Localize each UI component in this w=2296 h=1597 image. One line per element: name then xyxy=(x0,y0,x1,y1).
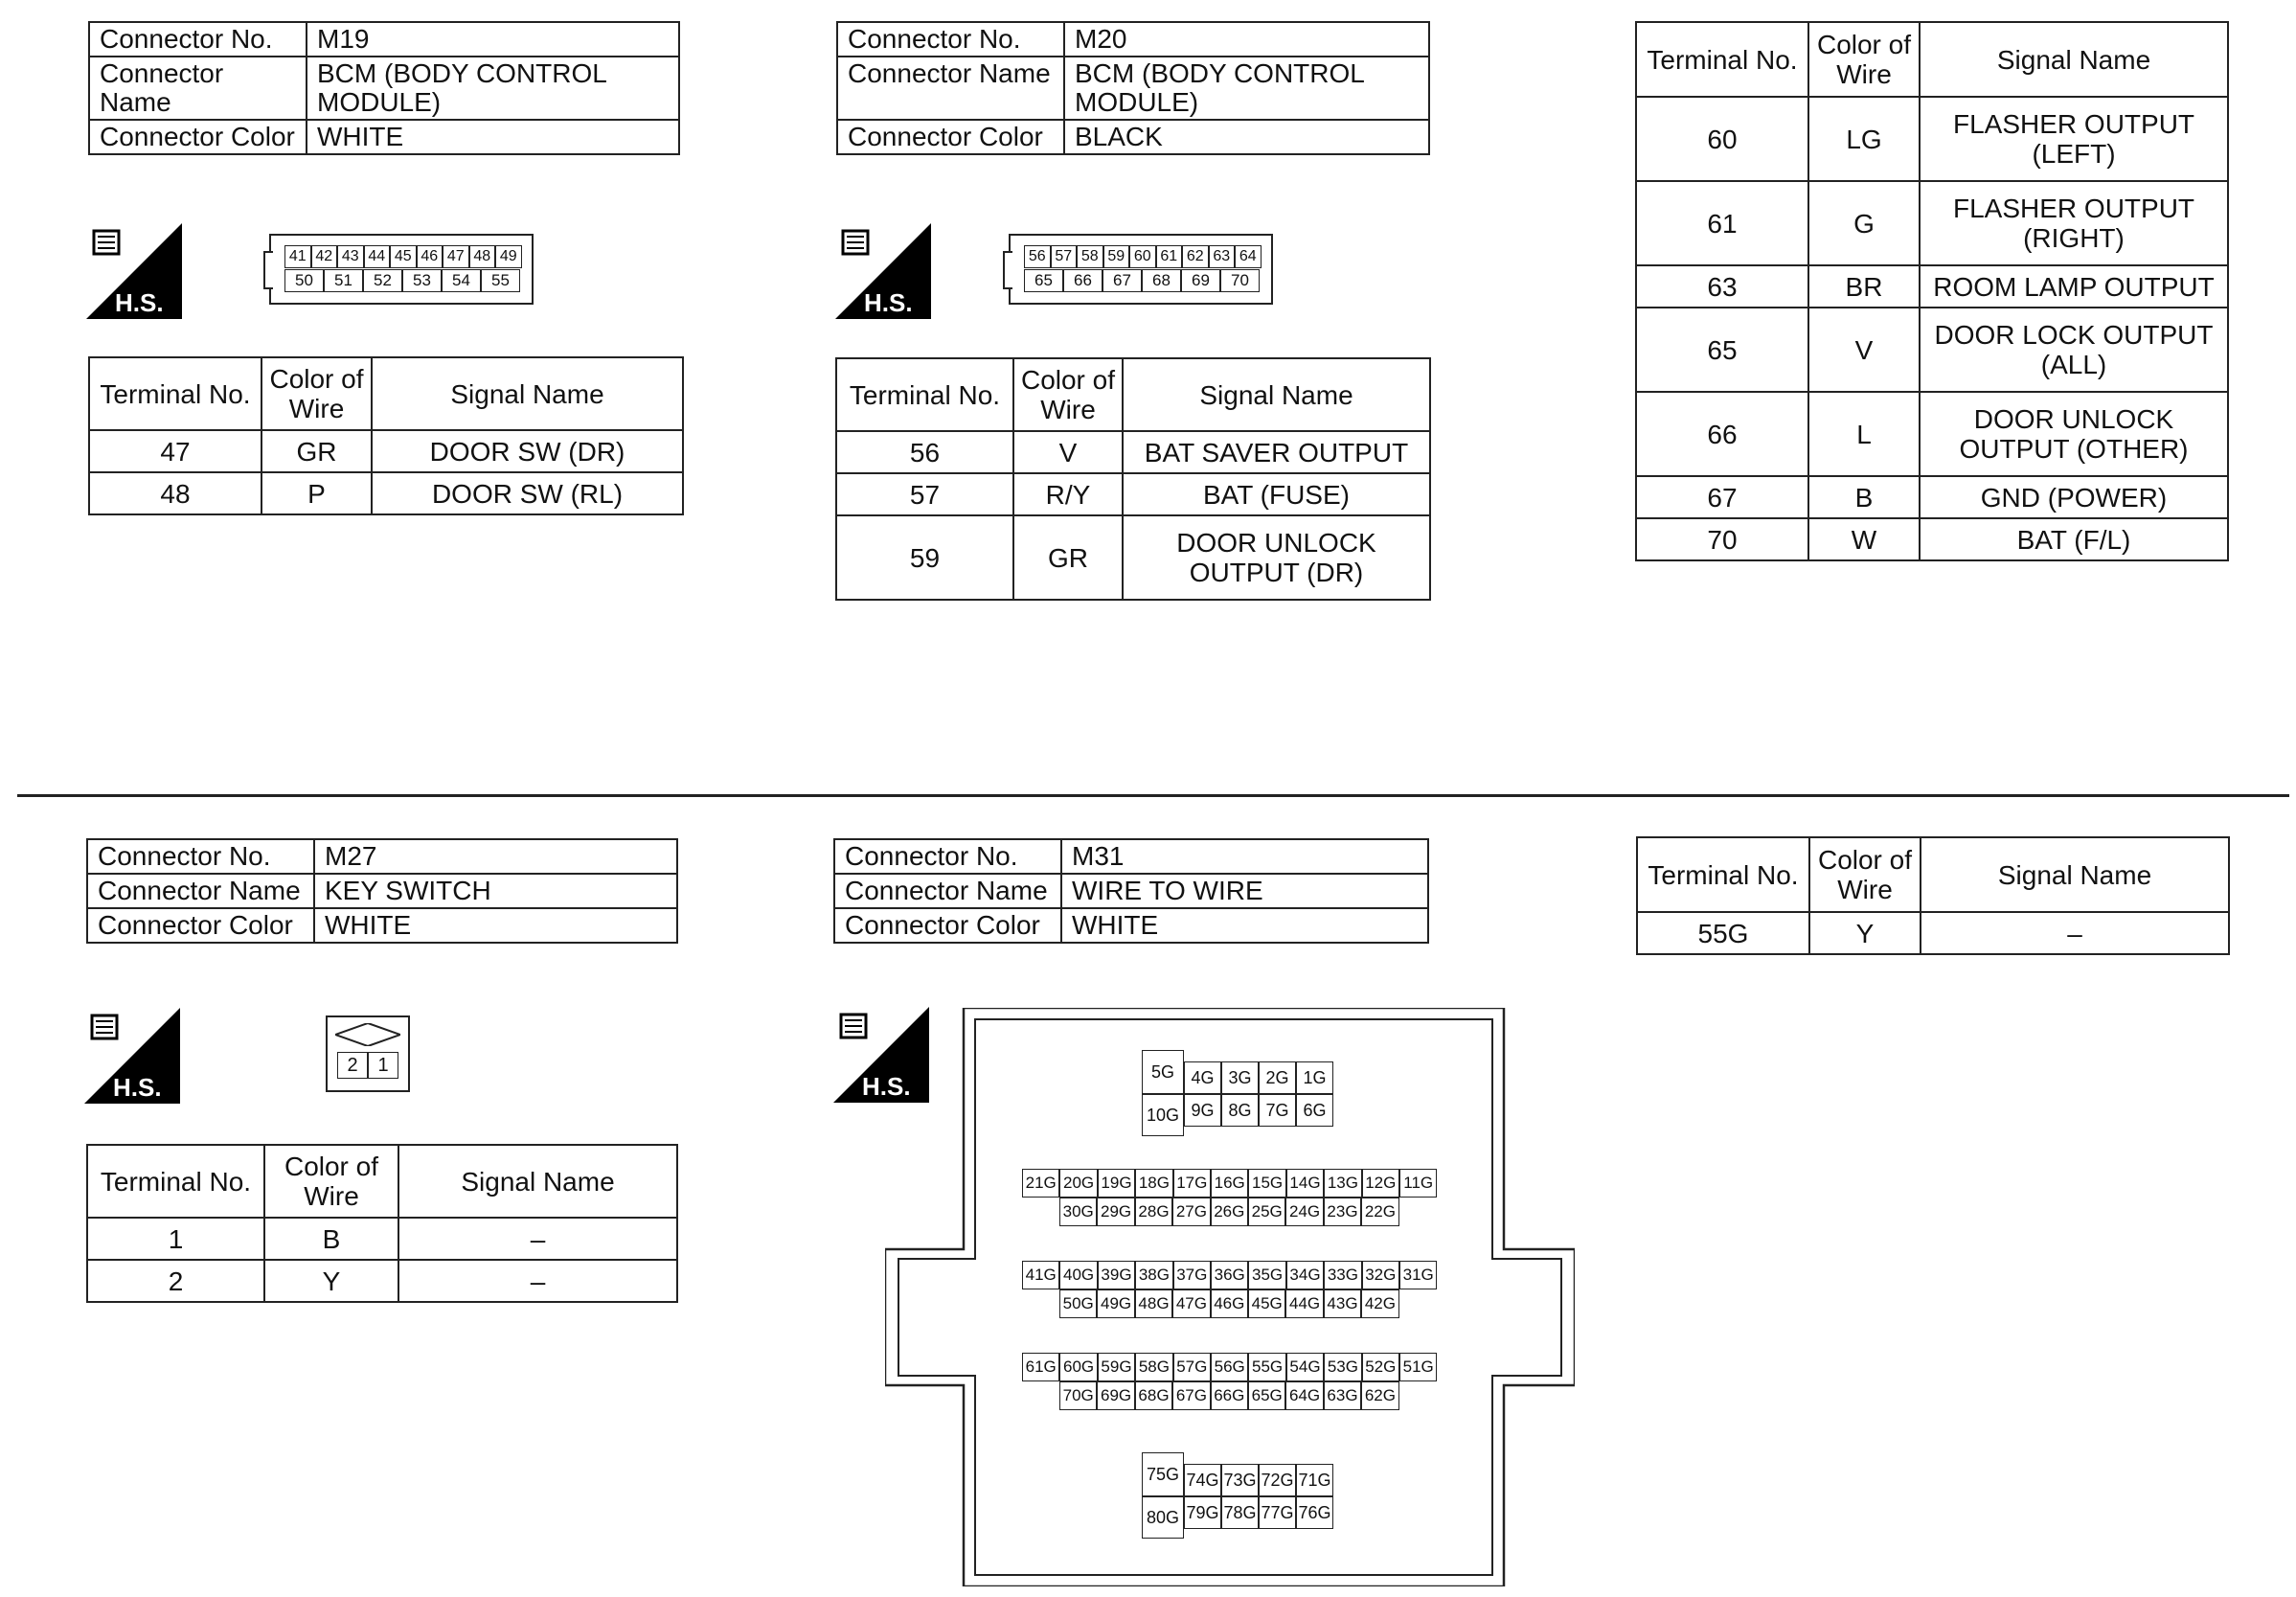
svg-text:H.S.: H.S. xyxy=(864,288,913,317)
wire-color: Y xyxy=(1809,912,1921,954)
connector-pin: 41G xyxy=(1022,1261,1059,1289)
connector-pin: 4G xyxy=(1184,1061,1221,1094)
signal-name: GND (POWER) xyxy=(1920,476,2228,518)
connector-pin: 74G xyxy=(1184,1464,1221,1496)
connector-pin: 76G xyxy=(1296,1496,1333,1529)
wire-color: LG xyxy=(1808,97,1920,181)
m20-name: BCM (BODY CONTROL MODULE) xyxy=(1064,57,1429,120)
label-connector-color: Connector Color xyxy=(89,120,307,154)
m31-connector-info xyxy=(833,838,1429,944)
connector-pin: 48 xyxy=(469,245,496,268)
m20-terminal-table-continued xyxy=(1635,21,2229,561)
connector-pin: 66G xyxy=(1211,1381,1248,1410)
connector-pin: 78G xyxy=(1221,1496,1259,1529)
connector-pin: 46G xyxy=(1211,1289,1248,1318)
connector-pin: 55 xyxy=(481,269,520,292)
connector-pin: 38G xyxy=(1135,1261,1172,1289)
header-color-of-wire: Color of Wire xyxy=(261,357,372,430)
connector-pin: 10G xyxy=(1142,1094,1184,1136)
label-connector-no: Connector No. xyxy=(89,22,307,57)
signal-name: BAT (FUSE) xyxy=(1123,473,1430,515)
connector-pin: 47 xyxy=(443,245,469,268)
table-row: 48 xyxy=(89,472,261,514)
signal-name: DOOR LOCK OUTPUT (ALL) xyxy=(1920,308,2228,392)
connector-pin: 39G xyxy=(1098,1261,1135,1289)
connector-pin: 52G xyxy=(1362,1353,1399,1381)
connector-pin: 50 xyxy=(284,269,324,292)
header-signal-name: Signal Name xyxy=(398,1145,677,1218)
connector-pin: 44 xyxy=(364,245,391,268)
connector-pin: 61 xyxy=(1156,245,1183,268)
section-divider xyxy=(17,794,2289,797)
header-terminal-no: Terminal No. xyxy=(89,357,261,430)
signal-name: BAT (F/L) xyxy=(1920,518,2228,560)
label-connector-name: Connector Name xyxy=(87,874,314,908)
signal-name: – xyxy=(398,1260,677,1302)
connector-pin: 43G xyxy=(1324,1289,1361,1318)
svg-text:H.S.: H.S. xyxy=(862,1072,911,1101)
connector-pin: 60 xyxy=(1129,245,1156,268)
connector-pin: 23G xyxy=(1324,1198,1361,1226)
m31-no: M31 xyxy=(1061,839,1428,874)
harness-side-icon xyxy=(84,1008,180,1104)
wire-color: V xyxy=(1013,431,1123,473)
harness-side-icon xyxy=(86,223,182,319)
wire-color: G xyxy=(1808,181,1920,265)
header-terminal-no: Terminal No. xyxy=(1636,22,1808,97)
connector-pin: 57G xyxy=(1173,1353,1211,1381)
connector-pin: 79G xyxy=(1184,1496,1221,1529)
signal-name: DOOR SW (DR) xyxy=(372,430,683,472)
signal-name: – xyxy=(398,1218,677,1260)
connector-pin: 8G xyxy=(1221,1094,1259,1127)
connector-pin: 56G xyxy=(1211,1353,1248,1381)
connector-pin: 17G xyxy=(1173,1169,1211,1198)
label-connector-no: Connector No. xyxy=(837,22,1064,57)
connector-pin: 62G xyxy=(1361,1381,1398,1410)
m19-pin-diagram xyxy=(263,234,535,305)
connector-pin: 35G xyxy=(1248,1261,1285,1289)
connector-pin: 32G xyxy=(1362,1261,1399,1289)
wire-color: B xyxy=(1808,476,1920,518)
connector-pin: 22G xyxy=(1361,1198,1398,1226)
connector-pin: 54 xyxy=(442,269,481,292)
m31-name: WIRE TO WIRE xyxy=(1061,874,1428,908)
signal-name: BAT SAVER OUTPUT xyxy=(1123,431,1430,473)
wire-color: W xyxy=(1808,518,1920,560)
wire-color: GR xyxy=(261,430,372,472)
m20-connector-info xyxy=(836,21,1430,155)
connector-pin: 15G xyxy=(1248,1169,1285,1198)
wire-color: B xyxy=(264,1218,398,1260)
signal-name: FLASHER OUTPUT (LEFT) xyxy=(1920,97,2228,181)
connector-pin: 69 xyxy=(1181,269,1220,292)
connector-pin: 47G xyxy=(1172,1289,1210,1318)
connector-pin: 75G xyxy=(1142,1452,1184,1496)
connector-pin: 64 xyxy=(1235,245,1262,268)
connector-pin: 19G xyxy=(1098,1169,1135,1198)
connector-pin: 55G xyxy=(1248,1353,1285,1381)
m19-no: M19 xyxy=(307,22,679,57)
connector-pin: 65 xyxy=(1024,269,1063,292)
connector-pin: 70 xyxy=(1220,269,1260,292)
connector-pin: 9G xyxy=(1184,1094,1221,1127)
signal-name: FLASHER OUTPUT (RIGHT) xyxy=(1920,181,2228,265)
label-connector-color: Connector Color xyxy=(87,908,314,943)
connector-pin: 51G xyxy=(1399,1353,1437,1381)
connector-pin: 28G xyxy=(1135,1198,1172,1226)
connector-pin: 52 xyxy=(363,269,402,292)
connector-pin: 68 xyxy=(1142,269,1181,292)
m27-no: M27 xyxy=(314,839,677,874)
connector-pin: 46 xyxy=(417,245,443,268)
harness-side-icon xyxy=(835,223,931,319)
table-row: 59 xyxy=(836,515,1013,600)
m27-pin-diagram xyxy=(326,1015,410,1092)
m20-color: BLACK xyxy=(1064,120,1429,154)
connector-pin: 69G xyxy=(1097,1381,1134,1410)
m19-connector-info xyxy=(88,21,680,155)
connector-pin: 42 xyxy=(311,245,338,268)
connector-pin: 53 xyxy=(402,269,442,292)
header-color-of-wire: Color of Wire xyxy=(264,1145,398,1218)
m27-terminal-table xyxy=(86,1144,678,1303)
header-color-of-wire: Color of Wire xyxy=(1013,358,1123,431)
table-row: 60 xyxy=(1636,97,1808,181)
wire-color: GR xyxy=(1013,515,1123,600)
connector-pin: 3G xyxy=(1221,1061,1259,1094)
connector-pin: 29G xyxy=(1097,1198,1134,1226)
svg-text:H.S.: H.S. xyxy=(113,1073,162,1102)
signal-name: DOOR UNLOCK OUTPUT (OTHER) xyxy=(1920,392,2228,476)
m27-color: WHITE xyxy=(314,908,677,943)
connector-pin: 30G xyxy=(1059,1198,1097,1226)
connector-pin: 49 xyxy=(495,245,522,268)
connector-pin: 71G xyxy=(1296,1464,1333,1496)
table-row: 67 xyxy=(1636,476,1808,518)
connector-pin: 64G xyxy=(1285,1381,1323,1410)
connector-pin: 48G xyxy=(1135,1289,1172,1318)
m19-name: BCM (BODY CONTROL MODULE) xyxy=(307,57,679,120)
connector-pin: 12G xyxy=(1362,1169,1399,1198)
connector-pin: 63 xyxy=(1209,245,1236,268)
table-row: 66 xyxy=(1636,392,1808,476)
connector-pin: 16G xyxy=(1211,1169,1248,1198)
label-connector-no: Connector No. xyxy=(87,839,314,874)
m31-pin-diagram xyxy=(885,1008,1575,1586)
label-connector-color: Connector Color xyxy=(834,908,1061,943)
signal-name: ROOM LAMP OUTPUT xyxy=(1920,265,2228,308)
connector-pin: 77G xyxy=(1259,1496,1296,1529)
table-row: 57 xyxy=(836,473,1013,515)
connector-pin: 7G xyxy=(1259,1094,1296,1127)
connector-pin: 61G xyxy=(1022,1353,1059,1381)
header-signal-name: Signal Name xyxy=(1123,358,1430,431)
connector-pin: 21G xyxy=(1022,1169,1059,1198)
connector-pin: 36G xyxy=(1211,1261,1248,1289)
label-connector-name: Connector Name xyxy=(89,57,307,120)
connector-pin: 34G xyxy=(1286,1261,1324,1289)
signal-name: DOOR UNLOCK OUTPUT (DR) xyxy=(1123,515,1430,600)
connector-pin: 80G xyxy=(1142,1496,1184,1539)
table-row: 1 xyxy=(87,1218,264,1260)
table-row: 70 xyxy=(1636,518,1808,560)
wire-color: L xyxy=(1808,392,1920,476)
m27-name: KEY SWITCH xyxy=(314,874,677,908)
table-row: 63 xyxy=(1636,265,1808,308)
connector-pin: 27G xyxy=(1172,1198,1210,1226)
connector-pin: 51 xyxy=(324,269,363,292)
m27-pin: 1 xyxy=(368,1052,398,1079)
connector-pin: 40G xyxy=(1059,1261,1097,1289)
connector-pin: 72G xyxy=(1259,1464,1296,1496)
connector-pin: 68G xyxy=(1135,1381,1172,1410)
connector-pin: 67 xyxy=(1103,269,1142,292)
connector-pin: 56 xyxy=(1024,245,1051,268)
connector-pin: 31G xyxy=(1399,1261,1437,1289)
header-terminal-no: Terminal No. xyxy=(87,1145,264,1218)
header-terminal-no: Terminal No. xyxy=(836,358,1013,431)
header-color-of-wire: Color of Wire xyxy=(1808,22,1920,97)
wire-color: V xyxy=(1808,308,1920,392)
connector-pin: 63G xyxy=(1324,1381,1361,1410)
connector-pin: 66 xyxy=(1063,269,1103,292)
header-signal-name: Signal Name xyxy=(1921,837,2229,912)
connector-pin: 43 xyxy=(337,245,364,268)
m27-pin: 2 xyxy=(337,1052,368,1079)
m31-terminal-table xyxy=(1636,836,2230,955)
m19-terminal-table xyxy=(88,356,684,515)
connector-pin: 59G xyxy=(1098,1353,1135,1381)
connector-pin: 2G xyxy=(1259,1061,1296,1094)
m31-color: WHITE xyxy=(1061,908,1428,943)
m20-terminal-table xyxy=(835,357,1431,601)
connector-pin: 57 xyxy=(1051,245,1078,268)
header-signal-name: Signal Name xyxy=(1920,22,2228,97)
header-color-of-wire: Color of Wire xyxy=(1809,837,1921,912)
label-connector-name: Connector Name xyxy=(834,874,1061,908)
table-row: 2 xyxy=(87,1260,264,1302)
svg-text:H.S.: H.S. xyxy=(115,288,164,317)
signal-name: DOOR SW (RL) xyxy=(372,472,683,514)
wire-color: Y xyxy=(264,1260,398,1302)
connector-pin: 5G xyxy=(1142,1050,1184,1094)
table-row: 61 xyxy=(1636,181,1808,265)
table-row: 47 xyxy=(89,430,261,472)
header-terminal-no: Terminal No. xyxy=(1637,837,1809,912)
wire-color: R/Y xyxy=(1013,473,1123,515)
connector-pin: 67G xyxy=(1172,1381,1210,1410)
connector-pin: 54G xyxy=(1286,1353,1324,1381)
table-row: 55G xyxy=(1637,912,1809,954)
connector-pin: 45 xyxy=(390,245,417,268)
m27-connector-info xyxy=(86,838,678,944)
m20-no: M20 xyxy=(1064,22,1429,57)
connector-pin: 18G xyxy=(1135,1169,1172,1198)
connector-pin: 6G xyxy=(1296,1094,1333,1127)
connector-pin: 20G xyxy=(1059,1169,1097,1198)
label-connector-name: Connector Name xyxy=(837,57,1064,120)
table-row: 65 xyxy=(1636,308,1808,392)
connector-pin: 13G xyxy=(1324,1169,1361,1198)
connector-pin: 58G xyxy=(1135,1353,1172,1381)
connector-pin: 65G xyxy=(1248,1381,1285,1410)
connector-pin: 26G xyxy=(1211,1198,1248,1226)
connector-pin: 58 xyxy=(1077,245,1103,268)
connector-pin: 73G xyxy=(1221,1464,1259,1496)
connector-pin: 24G xyxy=(1285,1198,1323,1226)
signal-name: – xyxy=(1921,912,2229,954)
table-row: 56 xyxy=(836,431,1013,473)
connector-pin: 37G xyxy=(1173,1261,1211,1289)
connector-pin: 33G xyxy=(1324,1261,1361,1289)
label-connector-color: Connector Color xyxy=(837,120,1064,154)
connector-pin: 11G xyxy=(1399,1169,1437,1198)
connector-pin: 1G xyxy=(1296,1061,1333,1094)
connector-pin: 59 xyxy=(1103,245,1130,268)
label-connector-no: Connector No. xyxy=(834,839,1061,874)
connector-pin: 45G xyxy=(1248,1289,1285,1318)
m19-color: WHITE xyxy=(307,120,679,154)
connector-pin: 62 xyxy=(1182,245,1209,268)
connector-pin: 49G xyxy=(1097,1289,1134,1318)
connector-pin: 60G xyxy=(1059,1353,1097,1381)
connector-pin: 14G xyxy=(1286,1169,1324,1198)
wire-color: P xyxy=(261,472,372,514)
connector-pin: 53G xyxy=(1324,1353,1361,1381)
connector-pin: 25G xyxy=(1248,1198,1285,1226)
wire-color: BR xyxy=(1808,265,1920,308)
connector-pin: 50G xyxy=(1059,1289,1097,1318)
connector-pin: 41 xyxy=(284,245,311,268)
header-signal-name: Signal Name xyxy=(372,357,683,430)
m20-pin-diagram xyxy=(1003,234,1275,305)
connector-pin: 44G xyxy=(1285,1289,1323,1318)
connector-pin: 42G xyxy=(1361,1289,1398,1318)
connector-pin: 70G xyxy=(1059,1381,1097,1410)
